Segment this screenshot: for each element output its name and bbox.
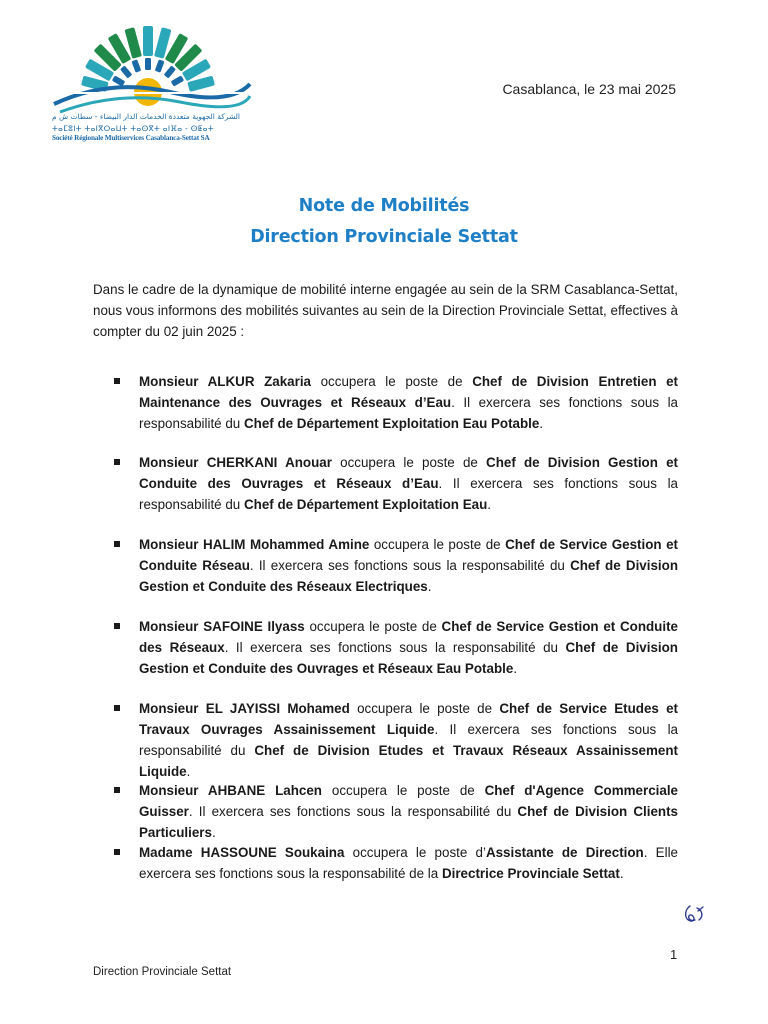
bullet-square-icon [114, 705, 120, 711]
mobility-text: Madame HASSOUNE Soukaina occupera le poste d’Assistante de Direction. Elle exercera ses fonctions sous la responsabilité de la Directrice Provinciale Settat. [139, 845, 678, 881]
manager-title: Chef de Division Clients Particuliers [139, 804, 678, 840]
footer-department: Direction Provinciale Settat [93, 966, 232, 978]
person-name: Monsieur ALKUR Zakaria [139, 374, 311, 389]
person-name: Madame HASSOUNE Soukaina [139, 845, 345, 860]
mobility-text: Monsieur HALIM Mohammed Amine occupera le poste de Chef de Service Gestion et Conduite Réseau. Il exercera ses fonctions sous la responsabilité du Chef de Division Gestion et Conduite des Réseaux Electriques. [139, 537, 679, 594]
post-title: Chef de Service Gestion et Conduite des Réseaux [139, 619, 678, 655]
person-name: Monsieur CHERKANI Anouar [139, 455, 332, 470]
post-title: Chef de Service Gestion et Conduite Réseau [139, 537, 679, 573]
srm-logo [50, 26, 255, 146]
bullet-square-icon [114, 459, 120, 465]
document-subtitle: Direction Provinciale Settat [250, 227, 518, 247]
manager-title: Chef de Département Exploitation Eau [243, 497, 488, 512]
manager-title: Chef de Département Exploitation Eau Potable [243, 416, 540, 431]
mobility-text: Monsieur SAFOINE Ilyass occupera le poste de Chef de Service Gestion et Conduite des Réseaux. Il exercera ses fonctions sous la responsabilité du Chef de Division Gestion et Conduite des Ouvrages et Réseaux Eau Potable. [139, 619, 678, 676]
bullet-square-icon [114, 787, 120, 793]
mobility-text: Monsieur CHERKANI Anouar occupera le poste de Chef de Division Gestion et Conduite des Ouvrages et Réseaux d’Eau. Il exercera ses fonctions sous la responsabilité du Chef de Département Exploitation Eau. [139, 455, 678, 512]
logo-french-name: Société Régionale Multiservices Casablanca-Settat SA [52, 134, 210, 142]
logo-tifinagh-name: ⵜⴰⵎⵓⵏⵜ ⵜⴰⵏⴳⵔⴰⵡⵜ ⵜⴰⵙⴳⵜ ⴰⵏⴼⴰ - ⵙⵟⴰⵜ [52, 124, 214, 133]
bullet-square-icon [114, 541, 120, 547]
person-name: Monsieur EL JAYISSI Mohamed [139, 701, 350, 716]
person-name: Monsieur HALIM Mohammed Amine [139, 537, 370, 552]
handwritten-initials [682, 902, 708, 926]
manager-title: Directrice Provinciale Settat [441, 866, 620, 881]
post-title: Chef de Service Etudes et Travaux Ouvrages Assainissement Liquide [139, 701, 679, 737]
page-number: 1 [670, 947, 678, 962]
post-title: Chef de Division Gestion et Conduite des Ouvrages et Réseaux d’Eau [139, 455, 678, 491]
bullet-square-icon [114, 623, 120, 629]
bullet-square-icon [114, 849, 120, 855]
post-title: Chef de Division Entretien et Maintenance des Ouvrages et Réseaux d’Eau [139, 374, 679, 410]
post-title: Assistante de Direction [485, 845, 644, 860]
intro-paragraph: Dans le cadre de la dynamique de mobilité interne engagée au sein de la SRM Casablanca-Settat, nous vous informons des mobilités suivantes au sein de la Direction Provinciale Settat, effectives à compter du 02 juin 2025 : [93, 282, 678, 339]
logo-arabic-name: الشركة الجهوية متعددة الخدمات الدار البيضاء - سطات ش م [52, 112, 241, 121]
document-date: Casablanca, le 23 mai 2025 [502, 81, 676, 97]
bullet-square-icon [114, 378, 120, 384]
mobility-text: Monsieur AHBANE Lahcen occupera le poste de Chef d'Agence Commerciale Guisser. Il exercera ses fonctions sous la responsabilité du Chef de Division Clients Particuliers. [139, 783, 678, 840]
srm-logo-emblem [50, 26, 255, 116]
mobility-text: Monsieur ALKUR Zakaria occupera le poste de Chef de Division Entretien et Maintenance des Ouvrages et Réseaux d’Eau. Il exercera ses fonctions sous la responsabilité du Chef de Département Exploitation Eau Potable. [139, 374, 679, 431]
mobility-text: Monsieur EL JAYISSI Mohamed occupera le poste de Chef de Service Etudes et Travaux Ouvrages Assainissement Liquide. Il exercera ses fonctions sous la responsabilité du Chef de Division Etudes et Travaux Réseaux Assainissement Liquide. [139, 701, 679, 779]
person-name: Monsieur SAFOINE Ilyass [139, 619, 305, 634]
person-name: Monsieur AHBANE Lahcen [139, 783, 322, 798]
document-title: Note de Mobilités [298, 196, 470, 216]
manager-title: Chef de Division Gestion et Conduite des Ouvrages et Réseaux Eau Potable [139, 640, 678, 676]
manager-title: Chef de Division Etudes et Travaux Réseaux Assainissement Liquide [139, 743, 678, 779]
manager-title: Chef de Division Gestion et Conduite des Réseaux Electriques [139, 558, 678, 594]
post-title: Chef d'Agence Commerciale Guisser [139, 783, 678, 819]
